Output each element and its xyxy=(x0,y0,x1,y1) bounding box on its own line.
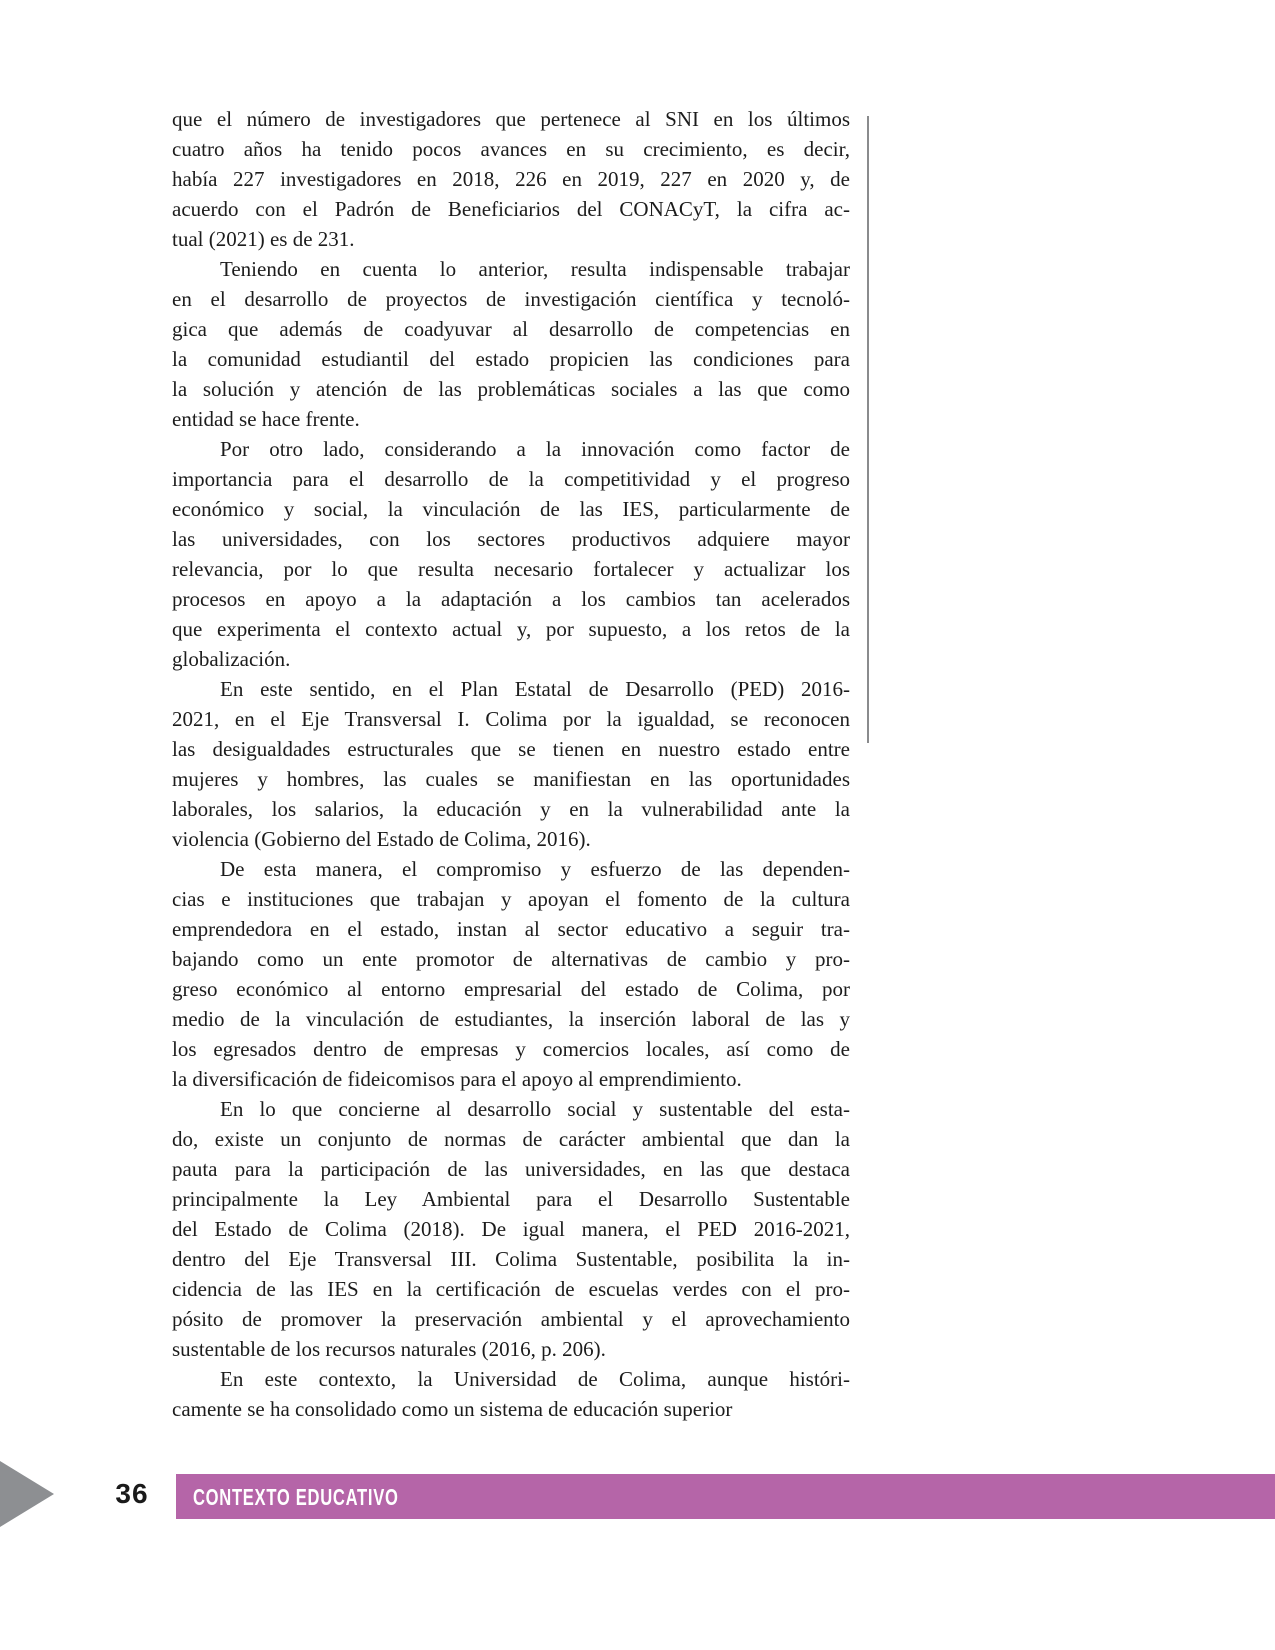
text-line: pósito de promover la preservación ambiental y el aprovechamiento xyxy=(172,1307,850,1331)
text-line: 2021, en el Eje Transversal I. Colima por la igualdad, se reconocen xyxy=(172,707,850,731)
text-line: cidencia de las IES en la certificación de escuelas verdes con el pro- xyxy=(172,1277,850,1301)
paragraph xyxy=(172,1094,850,1364)
text-line: la solución y atención de las problemáticas sociales a las que como xyxy=(172,377,850,401)
body-text-column xyxy=(172,104,850,1424)
text-line: Por otro lado, considerando a la innovación como factor de xyxy=(220,437,850,461)
text-line: laborales, los salarios, la educación y en la vulnerabilidad ante la xyxy=(172,797,850,821)
paragraph xyxy=(172,434,850,674)
text-line: violencia (Gobierno del Estado de Colima, 2016). xyxy=(172,827,591,851)
text-line: en el desarrollo de proyectos de investigación científica y tecnoló- xyxy=(172,287,850,311)
text-line: do, existe un conjunto de normas de carácter ambiental que dan la xyxy=(172,1127,850,1151)
text-line: En este sentido, en el Plan Estatal de Desarrollo (PED) 2016- xyxy=(220,677,850,701)
text-line: Teniendo en cuenta lo anterior, resulta indispensable trabajar xyxy=(220,257,850,281)
text-line: tual (2021) es de 231. xyxy=(172,227,355,251)
text-line: acuerdo con el Padrón de Beneficiarios del CONACyT, la cifra ac- xyxy=(172,197,850,221)
footer-section-bar xyxy=(176,1474,1275,1519)
text-line: del Estado de Colima (2018). De igual manera, el PED 2016-2021, xyxy=(172,1217,850,1241)
text-line: mujeres y hombres, las cuales se manifiestan en las oportunidades xyxy=(172,767,850,791)
text-line: que experimenta el contexto actual y, por supuesto, a los retos de la xyxy=(172,617,850,641)
text-line: entidad se hace frente. xyxy=(172,407,360,431)
text-line: había 227 investigadores en 2018, 226 en 2019, 227 en 2020 y, de xyxy=(172,167,850,191)
text-line: gica que además de coadyuvar al desarrollo de competencias en xyxy=(172,317,850,341)
text-line: económico y social, la vinculación de las IES, particularmente de xyxy=(172,497,850,521)
text-line: cuatro años ha tenido pocos avances en su crecimiento, es decir, xyxy=(172,137,850,161)
text-line: principalmente la Ley Ambiental para el Desarrollo Sustentable xyxy=(172,1187,850,1211)
paragraph xyxy=(172,674,850,854)
text-line: En lo que concierne al desarrollo social y sustentable del esta- xyxy=(220,1097,850,1121)
text-line: procesos en apoyo a la adaptación a los cambios tan acelerados xyxy=(172,587,850,611)
page-number: 36 xyxy=(115,1478,149,1509)
text-line: las desigualdades estructurales que se tienen en nuestro estado entre xyxy=(172,737,850,761)
text-line: camente se ha consolidado como un sistema de educación superior xyxy=(172,1397,733,1421)
text-line: dentro del Eje Transversal III. Colima Sustentable, posibilita la in- xyxy=(172,1247,850,1271)
text-line: las universidades, con los sectores productivos adquiere mayor xyxy=(172,527,850,551)
footer-section-label: CONTEXTO EDUCATIVO xyxy=(193,1484,399,1510)
text-line: la diversificación de fideicomisos para el apoyo al emprendimiento. xyxy=(172,1067,742,1091)
text-line: greso económico al entorno empresarial del estado de Colima, por xyxy=(172,977,850,1001)
paragraph xyxy=(172,1364,850,1424)
text-line: sustentable de los recursos naturales (2016, p. 206). xyxy=(172,1337,606,1361)
margin-rule xyxy=(867,116,869,743)
text-line: bajando como un ente promotor de alternativas de cambio y pro- xyxy=(172,947,850,971)
text-line: pauta para la participación de las universidades, en las que destaca xyxy=(172,1157,850,1181)
text-line: cias e instituciones que trabajan y apoyan el fomento de la cultura xyxy=(172,887,850,911)
text-line: De esta manera, el compromiso y esfuerzo de las dependen- xyxy=(220,857,850,881)
text-line: emprendedora en el estado, instan al sector educativo a seguir tra- xyxy=(172,917,850,941)
text-line: importancia para el desarrollo de la competitividad y el progreso xyxy=(172,467,850,491)
footer-arrow-icon xyxy=(0,1461,54,1527)
text-line: medio de la vinculación de estudiantes, la inserción laboral de las y xyxy=(172,1007,850,1031)
paragraph xyxy=(172,254,850,434)
text-line: relevancia, por lo que resulta necesario fortalecer y actualizar los xyxy=(172,557,850,581)
text-line: la comunidad estudiantil del estado propicien las condiciones para xyxy=(172,347,850,371)
paragraph xyxy=(172,854,850,1094)
text-line: que el número de investigadores que pertenece al SNI en los últimos xyxy=(172,107,850,131)
text-line: En este contexto, la Universidad de Colima, aunque históri- xyxy=(220,1367,850,1391)
text-line: los egresados dentro de empresas y comercios locales, así como de xyxy=(172,1037,850,1061)
text-line: globalización. xyxy=(172,647,291,671)
paragraph xyxy=(172,104,850,254)
